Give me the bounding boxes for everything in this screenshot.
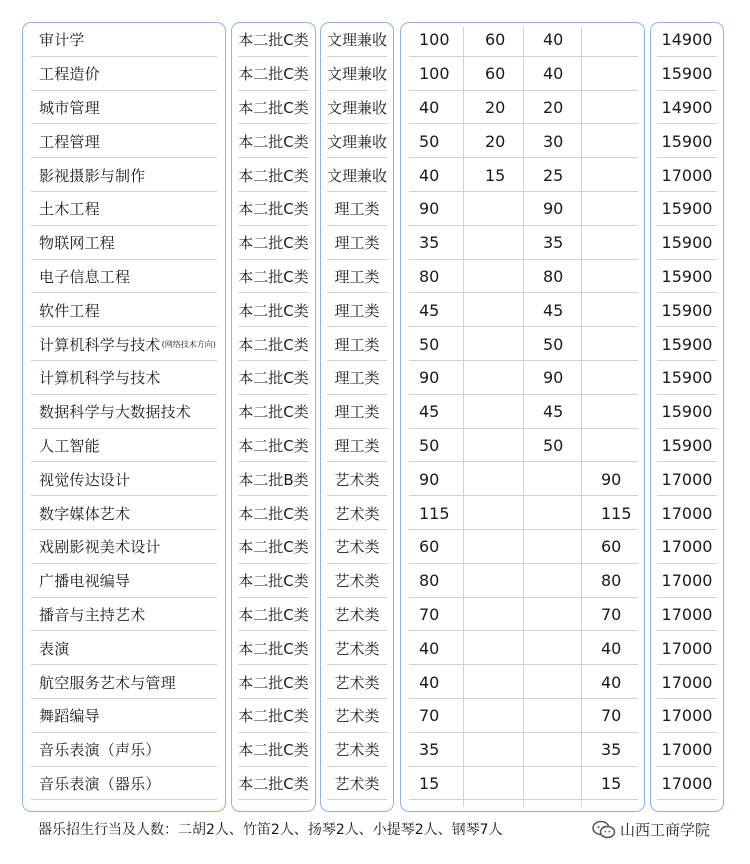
major-name <box>39 699 100 733</box>
li-cell: 90 <box>543 368 564 388</box>
table-row <box>321 158 393 192</box>
wen-cell: 60 <box>485 64 506 84</box>
li-cell: 40 <box>543 64 564 84</box>
fee-cell: 15900 <box>661 300 713 320</box>
wen-cell: 20 <box>485 97 506 117</box>
category-cell: 艺术类 <box>334 572 380 591</box>
category-cell: 理工类 <box>334 335 380 354</box>
table-row <box>651 733 723 767</box>
major-name <box>39 496 130 530</box>
table-row <box>651 665 723 699</box>
table-row <box>321 496 393 530</box>
table-row <box>401 496 644 530</box>
major-name-text: 视觉传达设计 <box>39 470 131 489</box>
table-row <box>23 631 225 665</box>
table-row <box>401 226 644 260</box>
fee-cell: 14900 <box>661 97 713 117</box>
table-row <box>232 598 315 632</box>
table-row <box>232 293 315 327</box>
total-cell: 70 <box>419 706 440 726</box>
category-cell: 艺术类 <box>334 504 380 523</box>
table-row <box>401 598 644 632</box>
table-row <box>401 57 644 91</box>
category-cell: 艺术类 <box>334 741 380 760</box>
table-row <box>321 767 393 801</box>
batch-cell: 本二批C类 <box>238 132 309 151</box>
table-row <box>321 226 393 260</box>
li-cell: 45 <box>543 300 564 320</box>
li-cell: 25 <box>543 165 564 185</box>
batch-column <box>231 22 316 812</box>
major-name <box>39 192 100 226</box>
total-cell: 45 <box>419 402 440 422</box>
major-name-text: 城市管理 <box>39 98 100 117</box>
total-cell: 40 <box>419 672 440 692</box>
fee-cell: 15900 <box>661 233 713 253</box>
major-name-text: 计算机科学与技术 <box>39 369 161 388</box>
major-name <box>39 733 161 767</box>
fee-cell: 17000 <box>661 672 713 692</box>
table-row <box>651 361 723 395</box>
table-row <box>651 462 723 496</box>
major-name <box>39 293 100 327</box>
fee-cell: 15900 <box>661 131 713 151</box>
major-name-text: 音乐表演（声乐） <box>39 741 161 760</box>
table-row <box>23 395 225 429</box>
total-cell: 70 <box>419 604 440 624</box>
batch-cell: 本二批C类 <box>238 98 309 117</box>
category-cell: 理工类 <box>334 234 380 253</box>
fee-cell: 17000 <box>661 469 713 489</box>
category-cell: 理工类 <box>334 403 380 422</box>
table-row <box>401 361 644 395</box>
table-row <box>232 767 315 801</box>
plan-column <box>400 22 645 812</box>
table-row <box>23 733 225 767</box>
table-row <box>23 665 225 699</box>
table-row <box>651 631 723 665</box>
batch-cell: 本二批C类 <box>238 369 309 388</box>
table-row <box>321 23 393 57</box>
major-name <box>39 462 130 496</box>
table-row <box>321 429 393 463</box>
fee-cell: 17000 <box>661 571 713 591</box>
table-row <box>651 23 723 57</box>
table-row <box>321 395 393 429</box>
art-cell: 40 <box>601 638 622 658</box>
major-name-text: 广播电视编导 <box>39 572 131 591</box>
fee-cell: 17000 <box>661 706 713 726</box>
table-row <box>232 57 315 91</box>
art-cell: 115 <box>601 503 632 523</box>
table-row <box>401 564 644 598</box>
table-row <box>401 631 644 665</box>
table-row <box>651 226 723 260</box>
table-row <box>232 496 315 530</box>
table-row <box>23 57 225 91</box>
table-row <box>401 462 644 496</box>
major-name <box>39 665 176 699</box>
total-cell: 40 <box>419 165 440 185</box>
table-row <box>23 293 225 327</box>
table-row <box>321 361 393 395</box>
art-cell: 35 <box>601 740 622 760</box>
table-row <box>651 293 723 327</box>
fee-cell: 15900 <box>661 368 713 388</box>
major-name-text: 航空服务艺术与管理 <box>39 673 176 692</box>
table-row <box>401 158 644 192</box>
table-row <box>401 699 644 733</box>
batch-cell: 本二批C类 <box>238 774 309 793</box>
table-row <box>23 767 225 801</box>
major-name <box>39 598 145 632</box>
table-row <box>651 767 723 801</box>
table-row <box>321 631 393 665</box>
art-cell: 80 <box>601 571 622 591</box>
table-row <box>651 91 723 125</box>
art-cell: 70 <box>601 706 622 726</box>
category-cell: 艺术类 <box>334 673 380 692</box>
batch-cell: 本二批C类 <box>238 166 309 185</box>
table-row <box>23 226 225 260</box>
table-row <box>23 699 225 733</box>
major-name <box>39 429 100 463</box>
brand-name: 山西工商学院 <box>620 821 711 839</box>
table-row <box>401 260 644 294</box>
category-cell: 文理兼收 <box>326 132 387 151</box>
table-row <box>232 91 315 125</box>
category-cell: 理工类 <box>334 301 380 320</box>
table-row <box>321 530 393 564</box>
major-name <box>39 361 161 395</box>
row-divider <box>409 799 638 800</box>
major-name-text: 播音与主持艺术 <box>39 605 146 624</box>
table-row <box>232 530 315 564</box>
major-name <box>39 91 100 125</box>
table-row <box>232 462 315 496</box>
major-name-text: 电子信息工程 <box>39 267 131 286</box>
category-cell: 理工类 <box>334 369 380 388</box>
category-cell: 理工类 <box>334 267 380 286</box>
li-cell: 20 <box>543 97 564 117</box>
fee-cell: 17000 <box>661 740 713 760</box>
fee-cell: 15900 <box>661 266 713 286</box>
batch-cell: 本二批C类 <box>238 335 309 354</box>
table-row <box>321 733 393 767</box>
table-row <box>232 733 315 767</box>
fee-column <box>650 22 724 812</box>
category-cell: 理工类 <box>334 436 380 455</box>
li-cell: 50 <box>543 435 564 455</box>
li-cell: 90 <box>543 199 564 219</box>
major-name <box>39 631 69 665</box>
fee-cell: 15900 <box>661 402 713 422</box>
total-cell: 80 <box>419 571 440 591</box>
table-row <box>321 564 393 598</box>
table-row <box>23 530 225 564</box>
table-row <box>321 665 393 699</box>
brand-mark[interactable] <box>592 819 710 840</box>
table-row <box>401 530 644 564</box>
fee-cell: 17000 <box>661 638 713 658</box>
row-divider <box>238 799 309 800</box>
table-row <box>232 158 315 192</box>
table-row <box>23 361 225 395</box>
major-name <box>39 564 130 598</box>
table-row <box>321 91 393 125</box>
category-column <box>320 22 394 812</box>
batch-cell: 本二批C类 <box>238 707 309 726</box>
total-cell: 40 <box>419 638 440 658</box>
table-row <box>651 158 723 192</box>
table-row <box>401 124 644 158</box>
fee-cell: 14900 <box>661 30 713 50</box>
table-row <box>651 699 723 733</box>
fee-cell: 15900 <box>661 435 713 455</box>
table-row <box>232 361 315 395</box>
total-cell: 60 <box>419 537 440 557</box>
li-cell: 35 <box>543 233 564 253</box>
table-row <box>23 496 225 530</box>
batch-cell: 本二批C类 <box>238 504 309 523</box>
batch-cell: 本二批C类 <box>238 436 309 455</box>
row-divider <box>327 799 387 800</box>
wen-cell: 15 <box>485 165 506 185</box>
table-row <box>401 327 644 361</box>
table-row <box>401 665 644 699</box>
art-cell: 15 <box>601 773 622 793</box>
art-cell: 60 <box>601 537 622 557</box>
table-row <box>321 57 393 91</box>
major-name <box>39 327 216 361</box>
total-cell: 35 <box>419 740 440 760</box>
batch-cell: 本二批C类 <box>238 538 309 557</box>
table-row <box>321 462 393 496</box>
major-name-text: 数字媒体艺术 <box>39 504 131 523</box>
table-row <box>232 192 315 226</box>
total-cell: 50 <box>419 131 440 151</box>
table-row <box>23 23 225 57</box>
fee-cell: 17000 <box>661 604 713 624</box>
table-row <box>23 429 225 463</box>
fee-cell: 17000 <box>661 773 713 793</box>
fee-cell: 15900 <box>661 64 713 84</box>
table-row <box>321 192 393 226</box>
category-cell: 艺术类 <box>334 470 380 489</box>
table-row <box>401 192 644 226</box>
table-row <box>23 564 225 598</box>
batch-cell: 本二批C类 <box>238 605 309 624</box>
major-name <box>39 260 130 294</box>
table-row <box>321 124 393 158</box>
total-cell: 35 <box>419 233 440 253</box>
batch-cell: 本二批C类 <box>238 639 309 658</box>
batch-cell: 本二批C类 <box>238 301 309 320</box>
category-cell: 文理兼收 <box>326 65 387 84</box>
batch-cell: 本二批B类 <box>238 470 309 489</box>
batch-cell: 本二批C类 <box>238 200 309 219</box>
batch-cell: 本二批C类 <box>238 267 309 286</box>
total-cell: 80 <box>419 266 440 286</box>
table-row <box>232 260 315 294</box>
batch-cell: 本二批C类 <box>238 572 309 591</box>
table-row <box>232 226 315 260</box>
total-cell: 90 <box>419 368 440 388</box>
major-name <box>39 530 161 564</box>
major-name-text: 物联网工程 <box>39 234 116 253</box>
table-row <box>651 395 723 429</box>
total-cell: 115 <box>419 503 450 523</box>
table-row <box>321 598 393 632</box>
table-row <box>651 496 723 530</box>
major-name-text: 音乐表演（器乐） <box>39 774 161 793</box>
table-row <box>651 192 723 226</box>
table-row <box>401 91 644 125</box>
table-row <box>401 23 644 57</box>
major-name-text: 表演 <box>39 639 70 658</box>
table-row <box>321 699 393 733</box>
total-cell: 100 <box>419 30 450 50</box>
major-name-text: 工程管理 <box>39 132 100 151</box>
category-cell: 文理兼收 <box>326 166 387 185</box>
major-name-text: 软件工程 <box>39 301 100 320</box>
major-name-text: 舞蹈编导 <box>39 707 100 726</box>
fee-cell: 17000 <box>661 165 713 185</box>
category-cell: 艺术类 <box>334 605 380 624</box>
wen-cell: 20 <box>485 131 506 151</box>
table-row <box>23 327 225 361</box>
li-cell: 45 <box>543 402 564 422</box>
wechat-icon <box>592 820 616 840</box>
table-row <box>651 564 723 598</box>
table-row <box>401 733 644 767</box>
fee-cell: 15900 <box>661 199 713 219</box>
major-name-text: 审计学 <box>39 31 85 50</box>
total-cell: 90 <box>419 199 440 219</box>
table-row <box>23 158 225 192</box>
table-row <box>401 429 644 463</box>
table-row <box>232 665 315 699</box>
table-row <box>651 327 723 361</box>
row-divider <box>31 799 217 800</box>
art-cell: 40 <box>601 672 622 692</box>
table-row <box>651 124 723 158</box>
major-name-text: 土木工程 <box>39 200 100 219</box>
table-row <box>321 327 393 361</box>
art-cell: 70 <box>601 604 622 624</box>
table-row <box>401 293 644 327</box>
fee-cell: 17000 <box>661 537 713 557</box>
table-row <box>232 395 315 429</box>
table-row <box>321 293 393 327</box>
total-cell: 100 <box>419 64 450 84</box>
category-cell: 艺术类 <box>334 774 380 793</box>
category-cell: 文理兼收 <box>326 31 387 50</box>
major-name <box>39 158 145 192</box>
table-row <box>321 260 393 294</box>
major-name <box>39 23 85 57</box>
batch-cell: 本二批C类 <box>238 673 309 692</box>
major-name-text: 人工智能 <box>39 436 100 455</box>
li-cell: 80 <box>543 266 564 286</box>
batch-cell: 本二批C类 <box>238 741 309 760</box>
major-name <box>39 767 161 801</box>
art-cell: 90 <box>601 469 622 489</box>
table-row <box>23 260 225 294</box>
major-name <box>39 226 115 260</box>
footnote: 器乐招生行当及人数：二胡2人、竹笛2人、扬琴2人、小提琴2人、钢琴7人 <box>38 822 503 838</box>
batch-cell: 本二批C类 <box>238 31 309 50</box>
category-cell: 艺术类 <box>334 538 380 557</box>
batch-cell: 本二批C类 <box>238 234 309 253</box>
table-row <box>23 192 225 226</box>
table-row <box>401 395 644 429</box>
major-name-text: 影视摄影与制作 <box>39 166 146 185</box>
category-cell: 文理兼收 <box>326 98 387 117</box>
table-row <box>232 429 315 463</box>
table-row <box>232 699 315 733</box>
table-row <box>232 631 315 665</box>
table-row <box>23 462 225 496</box>
row-divider <box>657 799 717 800</box>
table-row <box>651 260 723 294</box>
table-row <box>401 767 644 801</box>
major-name <box>39 395 191 429</box>
major-name <box>39 124 100 158</box>
table-row <box>232 564 315 598</box>
table-row <box>232 124 315 158</box>
major-name-text: 戏剧影视美术设计 <box>39 538 161 557</box>
batch-cell: 本二批C类 <box>238 403 309 422</box>
major-note: (网络技术方向) <box>161 339 216 349</box>
total-cell: 40 <box>419 97 440 117</box>
li-cell: 50 <box>543 334 564 354</box>
table-row <box>651 57 723 91</box>
major-name-text: 工程造价 <box>39 65 100 84</box>
table-row <box>651 429 723 463</box>
li-cell: 40 <box>543 30 564 50</box>
total-cell: 15 <box>419 773 440 793</box>
category-cell: 艺术类 <box>334 707 380 726</box>
category-cell: 艺术类 <box>334 639 380 658</box>
major-name-text: 数据科学与大数据技术 <box>39 403 192 422</box>
table-row <box>651 598 723 632</box>
table-row <box>23 124 225 158</box>
fee-cell: 17000 <box>661 503 713 523</box>
total-cell: 50 <box>419 435 440 455</box>
fee-cell: 15900 <box>661 334 713 354</box>
total-cell: 90 <box>419 469 440 489</box>
table-row <box>232 327 315 361</box>
total-cell: 45 <box>419 300 440 320</box>
major-column <box>22 22 226 812</box>
table-row <box>23 598 225 632</box>
table-row <box>232 23 315 57</box>
category-cell: 理工类 <box>334 200 380 219</box>
total-cell: 50 <box>419 334 440 354</box>
wen-cell: 60 <box>485 30 506 50</box>
major-name <box>39 57 100 91</box>
batch-cell: 本二批C类 <box>238 65 309 84</box>
major-name-text: 计算机科学与技术 <box>39 335 161 354</box>
table-row <box>23 91 225 125</box>
li-cell: 30 <box>543 131 564 151</box>
table-row <box>651 530 723 564</box>
